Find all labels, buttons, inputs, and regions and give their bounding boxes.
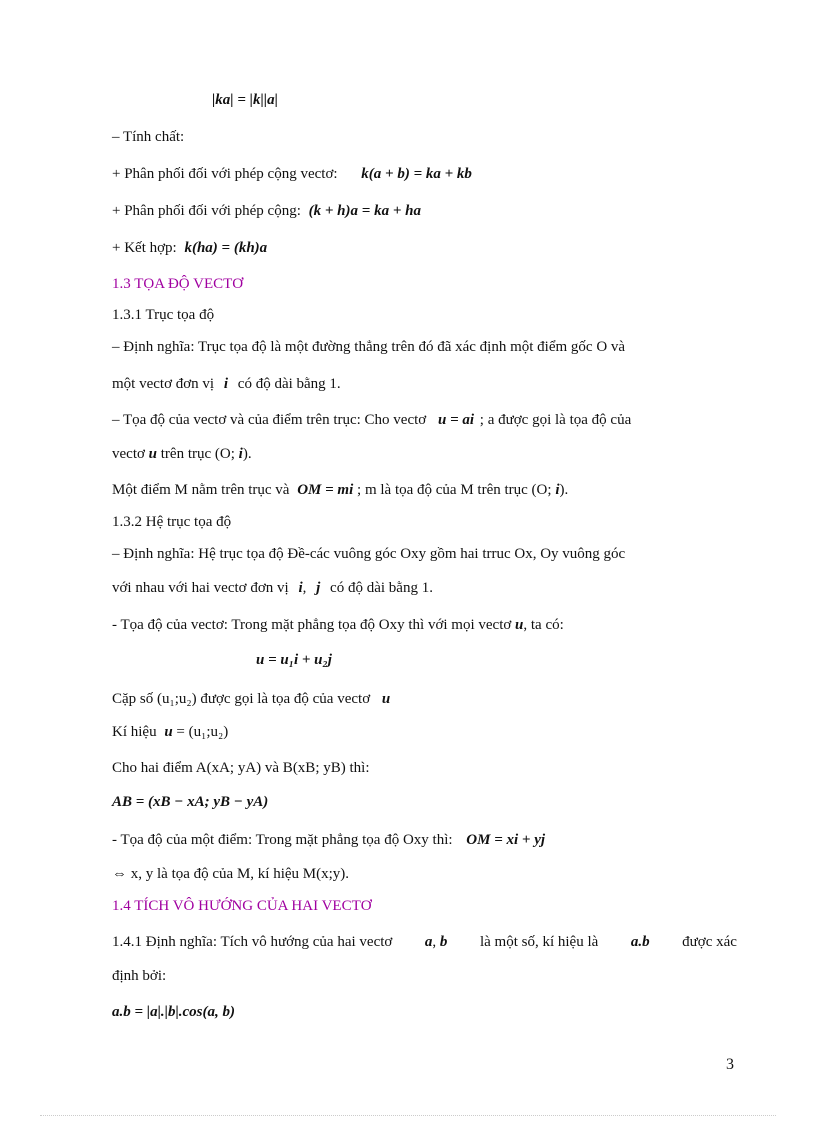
coordinate-formula: u = ai: [437, 412, 475, 428]
vectors-a-b: [425, 932, 448, 952]
definition-1-text: một vectơ đơn vị: [112, 376, 215, 392]
heading-1-3-2: 1.3.2 Hệ trục tọa độ: [112, 514, 232, 530]
notation-value: = (u₁;u₂): [176, 724, 229, 740]
property-3-text: + Kết hợp:: [112, 240, 177, 256]
definition-3-line-2: định bởi:: [112, 968, 167, 984]
definition-2-comma: ,: [302, 580, 307, 596]
notation-line: [112, 722, 228, 742]
property-2-text: + Phân phối đối với phép cộng:: [112, 203, 301, 219]
formula-dot-product: a.b = |a|.|b|.cos(a, b): [112, 1004, 235, 1020]
formula-abs: |ka| = |k||a|: [212, 92, 278, 108]
point-m-formula: OM = mi: [297, 482, 354, 498]
pair-line: [112, 689, 390, 709]
page-number: 3: [726, 1056, 734, 1073]
vector-coord-end: , ta có:: [523, 617, 564, 633]
two-points-line: Cho hai điểm A(xA; yA) và B(xB; yB) thì:: [112, 760, 370, 776]
definition-1-end: có độ dài bằng 1.: [237, 376, 341, 392]
vector-u: u: [381, 691, 391, 707]
property-1: [112, 164, 472, 184]
point-m-close: ).: [559, 482, 569, 498]
definition-3-text: 1.4.1 Định nghĩa: Tích vô hướng của hai vectơ: [112, 934, 393, 950]
notation-text: Kí hiệu: [112, 724, 157, 740]
properties-label: – Tính chất:: [112, 129, 185, 145]
unit-vector-i: i: [223, 376, 229, 392]
coordinate-vec-label: vectơ: [112, 446, 145, 462]
coordinate-axis-text: trên trục (O;: [160, 446, 235, 462]
pair-text: Cặp số (u₁;u₂) được gọi là tọa độ của vectơ: [112, 691, 371, 707]
vector-u: u: [164, 724, 173, 740]
definition-1-line-1: – Định nghĩa: Trục tọa độ là một đường thẳng trên đó đã xác định một điểm gốc O và: [112, 339, 626, 355]
definition-3-line-1: [112, 932, 737, 952]
property-2: [112, 201, 421, 221]
definition-3-middle: là một số, kí hiệu là: [479, 934, 599, 950]
point-m-text: Một điểm M nằm trên trục và: [112, 482, 290, 498]
point-coord-formula: OM = xi + yj: [466, 832, 546, 848]
point-coord-text: - Tọa độ của một điểm: Trong mặt phẳng tọa độ Oxy thì:: [112, 832, 453, 848]
property-2-formula: (k + h)a = ka + ha: [308, 203, 421, 219]
vector-u: u: [515, 617, 524, 633]
equivalence-line: [112, 864, 349, 884]
vector-coord-line: [112, 615, 564, 635]
point-m-text-2: ; m là tọa độ của M trên trục (O;: [357, 482, 552, 498]
unit-vector-j: j: [316, 580, 321, 596]
equivalence-text: x, y là tọa độ của M, kí hiệu M(x;y).: [130, 866, 350, 882]
vector-a: a: [424, 934, 433, 950]
property-3-formula: k(ha) = (kh)a: [184, 240, 268, 256]
unit-vector-i: i: [298, 580, 303, 596]
heading-1-3: 1.3 TỌA ĐỘ VECTƠ: [112, 276, 244, 292]
page-divider: [40, 1115, 776, 1116]
property-3: [112, 238, 267, 258]
equivalence-icon: ⇔: [112, 866, 127, 882]
heading-1-3-1: 1.3.1 Trục tọa độ: [112, 307, 215, 323]
property-1-formula: k(a + b) = ka + kb: [361, 166, 472, 182]
point-m-line: [112, 480, 568, 500]
definition-3-comma: ,: [432, 934, 437, 950]
heading-1-4: 1.4 TÍCH VÔ HƯỚNG CỦA HAI VECTƠ: [112, 898, 372, 914]
coordinate-line-2: [112, 444, 252, 464]
formula-u-decomp: u = u₁i + u₂j: [256, 652, 332, 668]
definition-2-end: có độ dài bằng 1.: [330, 580, 433, 596]
coordinate-line-1: [112, 410, 631, 430]
dot-product-symbol: a.b: [630, 934, 650, 950]
point-coord-line: [112, 830, 545, 850]
unit-vector-i: i: [238, 446, 243, 462]
coordinate-text: – Tọa độ của vectơ và của điểm trên trục: Cho vectơ: [112, 412, 427, 428]
definition-2-text: với nhau với hai vectơ đơn vị: [112, 580, 289, 596]
formula-ab: AB = (xB − xA; yB − yA): [112, 794, 269, 810]
vector-u: u: [148, 446, 158, 462]
definition-1-line-2: [112, 374, 341, 394]
property-1-text: + Phân phối đối với phép cộng vectơ:: [112, 166, 338, 182]
coordinate-text-end: ; a được gọi là tọa độ của: [479, 412, 632, 428]
vector-b: b: [439, 934, 448, 950]
definition-2-line-2: [112, 578, 433, 598]
definition-2-line-1: – Định nghĩa: Hệ trục tọa độ Đề-các vuông góc Oxy gồm hai trruc Ox, Oy vuông góc: [112, 546, 626, 562]
unit-vector-i: i: [555, 482, 560, 498]
coordinate-close: ).: [242, 446, 252, 462]
definition-3-end: được xác: [682, 934, 737, 950]
vector-coord-text: - Tọa độ của vectơ: Trong mặt phẳng tọa độ Oxy thì với mọi vectơ: [112, 617, 512, 633]
